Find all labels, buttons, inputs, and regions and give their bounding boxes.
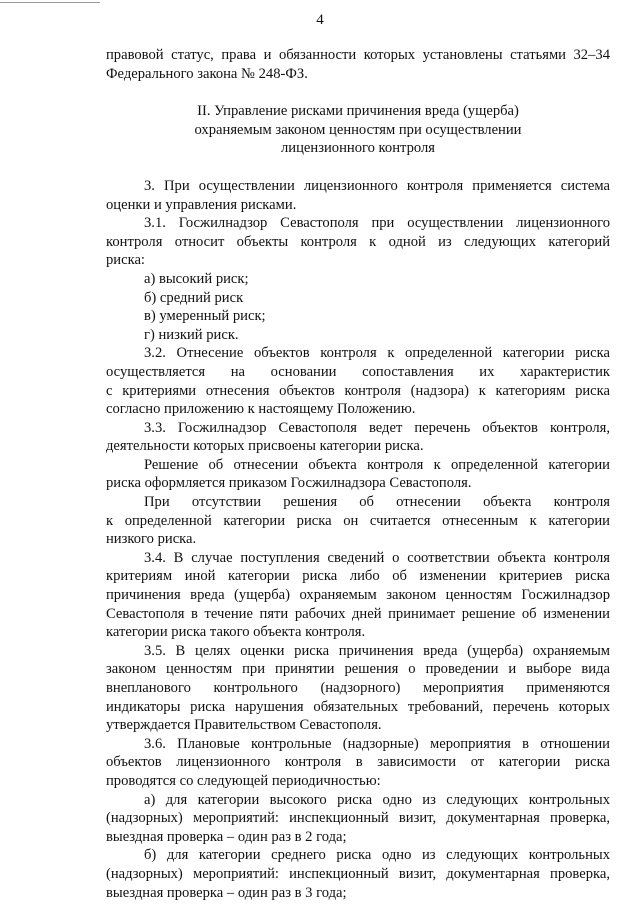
text-line: оценки и управления рисками. xyxy=(106,196,297,213)
text-line: риска: xyxy=(106,252,145,269)
text-line: 3.3. Госжилнадзор Севастополя ведет перечень объектов контроля, xyxy=(144,419,610,436)
text-line: причинения вреда (ущерба) охраняемым законом ценностям Госжилнадзор xyxy=(106,587,610,604)
intro-line: правовой статус, права и обязанности которых установлены статьями 32–34 xyxy=(106,47,610,63)
text-line: 3.4. В случае поступления сведений о соответствии объекта контроля xyxy=(144,549,610,566)
text-line: выездная проверка – один раз в 3 года; xyxy=(106,884,347,901)
text-line: внепланового контрольного (надзорного) мероприятия применяются xyxy=(106,680,610,696)
text-line: 3.6. Плановые контрольные (надзорные) мероприятия в отношении xyxy=(144,735,610,752)
text-line: с критериями отнесения объектов контроля (надзора) к категориям риска xyxy=(106,382,610,399)
section-heading-line: охраняемым законом ценностям при осуществлении xyxy=(194,121,522,138)
text-line: объектов лицензионного контроля в зависимости от категории риска xyxy=(106,754,610,771)
text-line: выездная проверка – один раз в 2 года; xyxy=(106,828,347,845)
text-line: Решение об отнесении объекта контроля к определенной категории xyxy=(144,456,610,473)
text-line: индикаторы риска нарушения обязательных требований, перечень которых xyxy=(106,698,610,715)
text-line: утверждается Правительством Севастополя. xyxy=(106,717,382,734)
text-line: проводятся со следующей периодичностью: xyxy=(106,772,381,789)
document-body xyxy=(106,46,610,902)
scan-edge-line xyxy=(0,2,100,3)
text-line: категории риска такого объекта контроля. xyxy=(106,624,366,641)
text-line: осуществляется на основании сопоставления их характеристик xyxy=(106,363,610,380)
text-line: согласно приложению к настоящему Положению. xyxy=(106,401,416,418)
text-line: а) высокий риск; xyxy=(144,270,249,287)
text-line: б) средний риск xyxy=(144,289,244,306)
text-line: риска оформляется приказом Госжилнадзора Севастополя. xyxy=(106,475,472,492)
text-line: б) для категории среднего риска одно из следующих контрольных xyxy=(144,847,610,864)
text-line: а) для категории высокого риска одно из следующих контрольных xyxy=(144,791,610,808)
body-text xyxy=(106,177,610,902)
section-heading-line: лицензионного контроля xyxy=(281,140,435,157)
text-line: (надзорных) мероприятий: инспекционный визит, документарная проверка, xyxy=(106,810,610,827)
text-line: контроля относит объекты контроля к одной из следующих категорий xyxy=(106,233,610,250)
text-line: в) умеренный риск; xyxy=(144,308,266,325)
text-line: 3.5. В целях оценки риска причинения вреда (ущерба) охраняемым xyxy=(144,642,610,659)
page-number: 4 xyxy=(316,12,324,28)
text-line: При отсутствии решения об отнесении объекта контроля xyxy=(144,494,610,511)
text-line: 3. При осуществлении лицензионного контроля применяется система xyxy=(144,177,610,194)
text-line: деятельности которых присвоены категории риска. xyxy=(106,438,424,455)
text-line: г) низкий риск. xyxy=(144,326,239,343)
text-line: 3.1. Госжилнадзор Севастополя при осуществлении лицензионного xyxy=(144,215,610,232)
text-line: критериям иной категории риска либо об изменении критериев риска xyxy=(106,568,610,585)
text-line: 3.2. Отнесение объектов контроля к определенной категории риска xyxy=(144,345,610,362)
text-line: законом ценностям при принятии решения о проведении и выборе вида xyxy=(106,661,610,678)
spacer xyxy=(106,158,610,177)
intro-line: Федерального закона № 248-ФЗ. xyxy=(106,65,308,82)
section-heading-line: II. Управление рисками причинения вреда (ущерба) xyxy=(197,103,519,120)
text-line: (надзорных) мероприятий: инспекционный визит, документарная проверка, xyxy=(106,865,610,882)
text-line: к определенной категории риска он считается отнесенным к категории xyxy=(106,512,610,529)
text-line: низкого риска. xyxy=(106,531,197,548)
text-line: Севастополя в течение пяти рабочих дней принимает решение об изменении xyxy=(106,605,610,622)
spacer xyxy=(106,83,610,102)
